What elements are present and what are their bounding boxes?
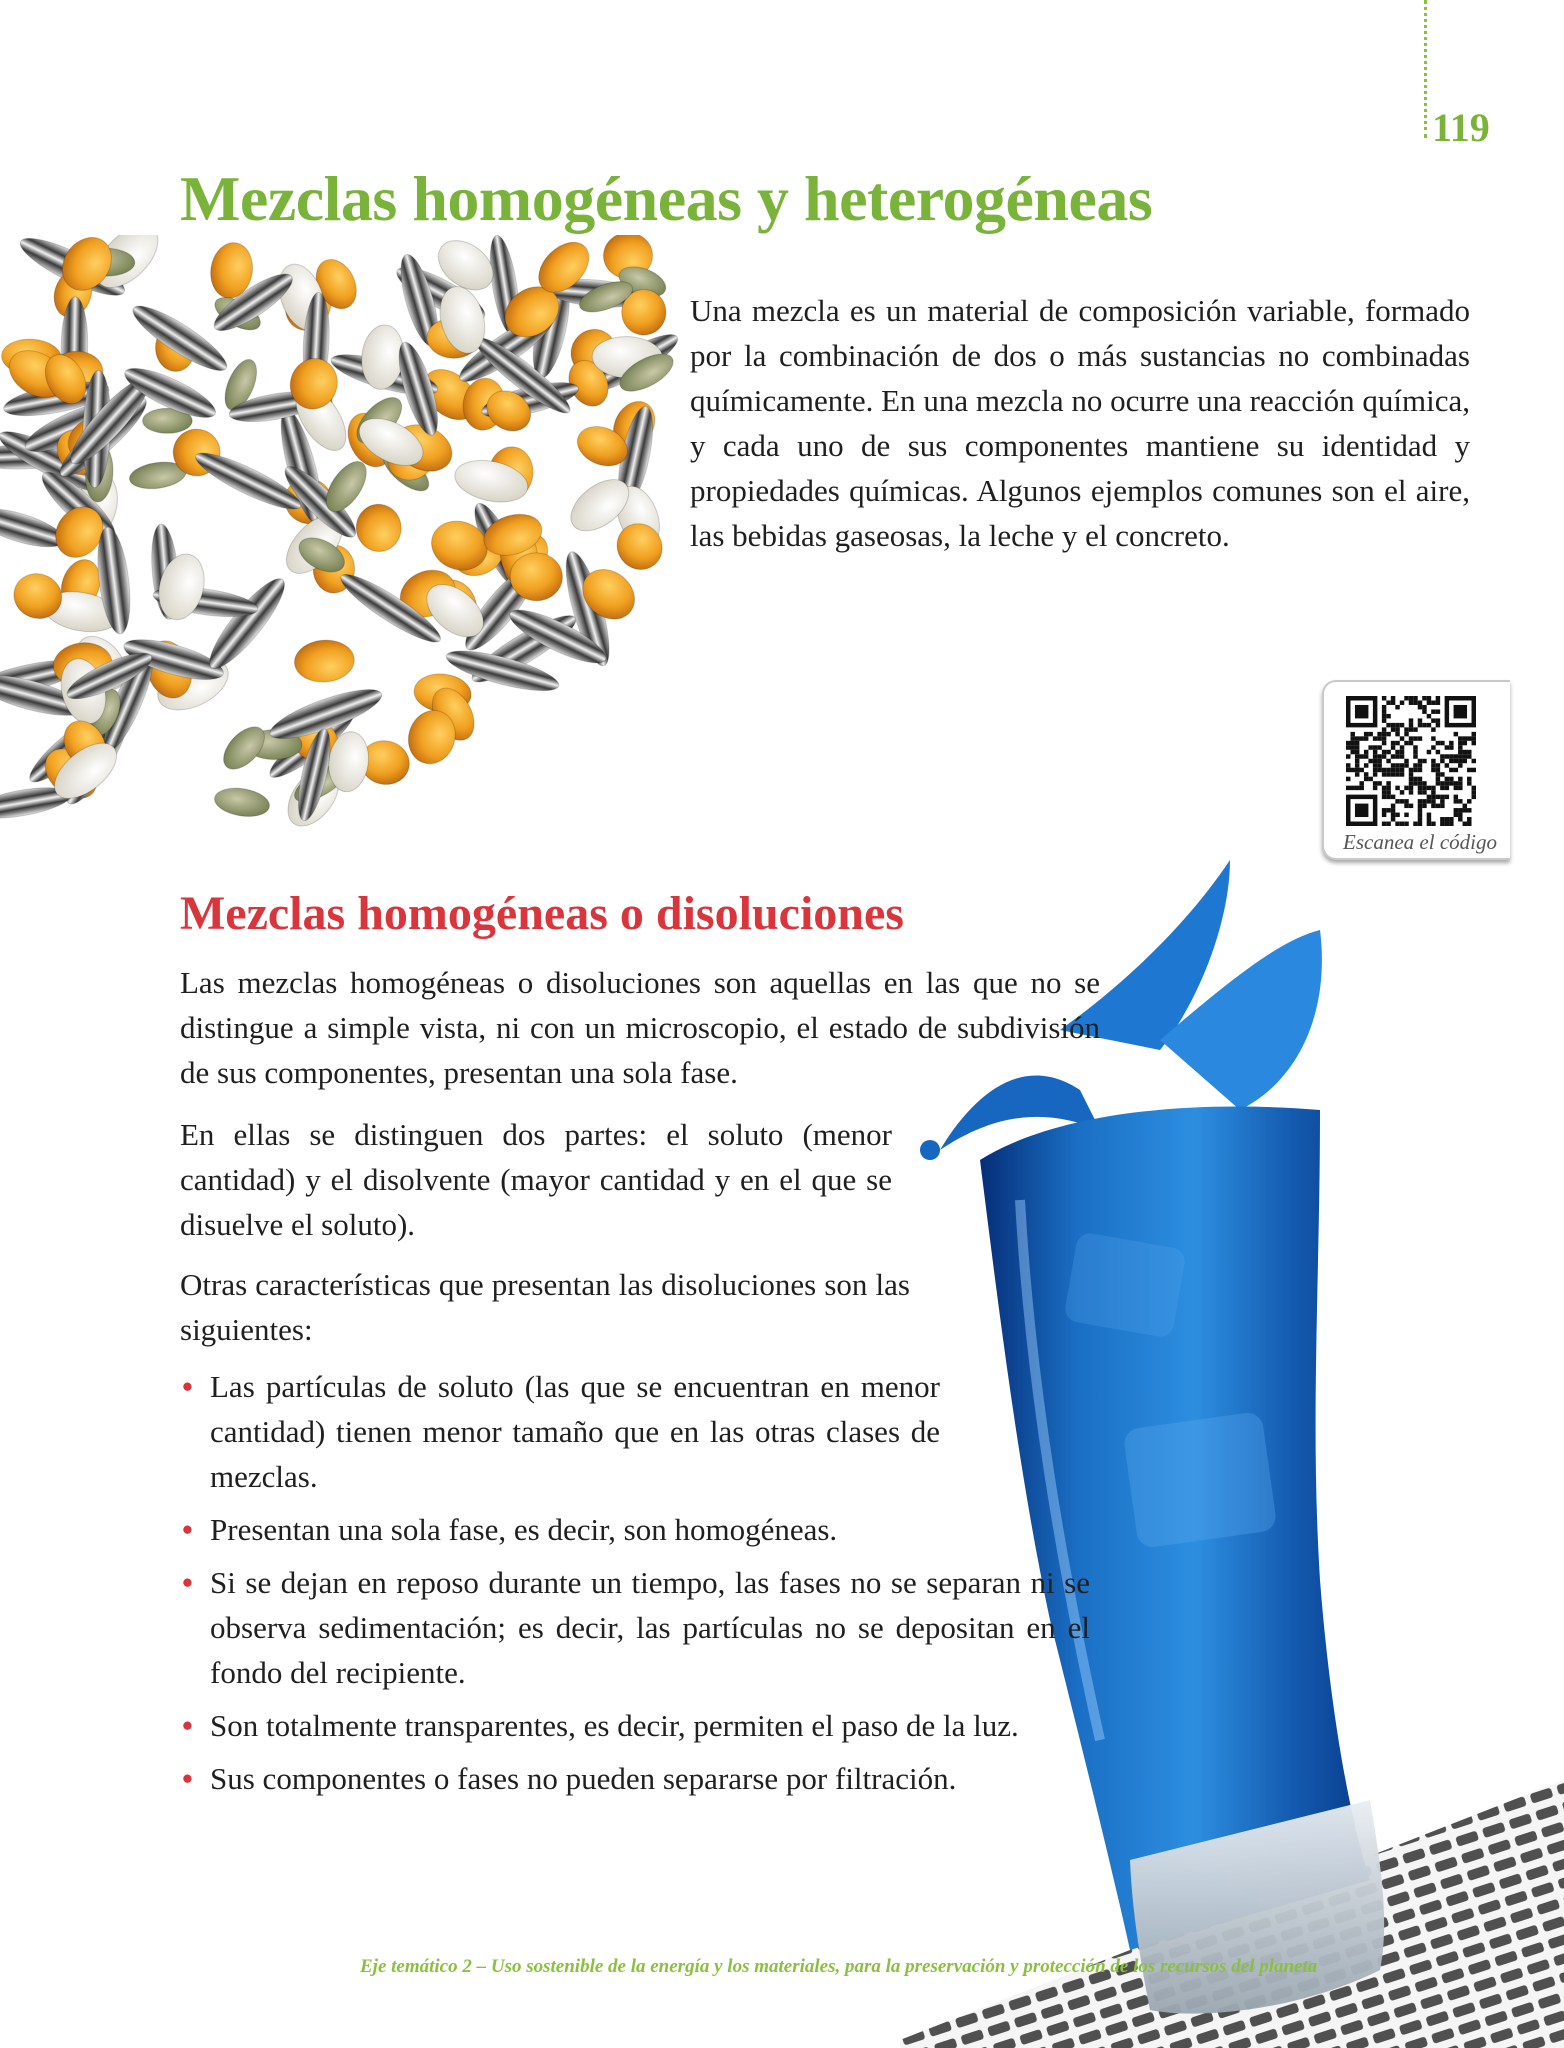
section-paragraph-1: Las mezclas homogéneas o disoluciones son aquellas en las que no se distingue a simple vista, ni con un microscopio, el estado de subdivisión de sus componentes, presentan una sola fase. [180,965,1100,1090]
qr-code-icon[interactable] [1346,696,1476,826]
qr-caption: Escanea el código [1343,830,1497,854]
intro-paragraph: Una mezcla es un material de composición variable, formado por la combinación de dos o más sustancias no combinadas químicamente. En una mezcla no ocurre una reacción química, y cada uno de sus componentes mantiene su identidad y propiedades químicas. Algunos ejemplos comunes son el aire, las bebidas gaseosas, la leche y el concreto. [690,293,1470,553]
list-item: • Son totalmente transparentes, es decir, permiten el paso de la luz. [180,1703,1116,1748]
page-title: Mezclas homogéneas y heterogéneas [180,163,1153,234]
page-footer: Eje temático 2 – Uso sostenible de la energía y los materiales, para la preservación y protección de los recursos del planeta [360,1956,1318,1977]
corn-seed [608,515,671,579]
seeds-mix-image [0,235,740,855]
list-item: • Presentan una sola fase, es decir, son homogéneas. [180,1507,970,1552]
page-number: 119 [1432,105,1490,150]
section-paragraph-2: En ellas se distinguen dos partes: el soluto (menor cantidad) y el disolvente (mayor cantidad y en el que se disuelve el soluto). [180,1117,892,1242]
qr-code-card[interactable] [1322,680,1510,860]
list-item: • Sus componentes o fases no pueden separarse por filtración. [180,1756,1110,1801]
list-item: • Si se dejan en reposo durante un tiempo, las fases no se separan ni se observa sedimentación; es decir, las partículas no se depositan en el fondo del recipiente. [180,1560,1090,1695]
page-number-rule [1424,0,1427,138]
pump-seed [213,785,272,821]
sun-seed [200,570,294,676]
list-item: • Las partículas de soluto (las que se encuentran en menor cantidad) tienen menor tamaño que en las otras clases de mezclas. [180,1364,940,1499]
section-title: Mezclas homogéneas o disoluciones [180,887,904,940]
section-paragraph-3: Otras características que presentan las disoluciones son las siguientes: [180,1267,910,1347]
corn-seed [354,502,403,554]
characteristics-list [180,1364,1100,1809]
corn-seed [293,638,356,684]
